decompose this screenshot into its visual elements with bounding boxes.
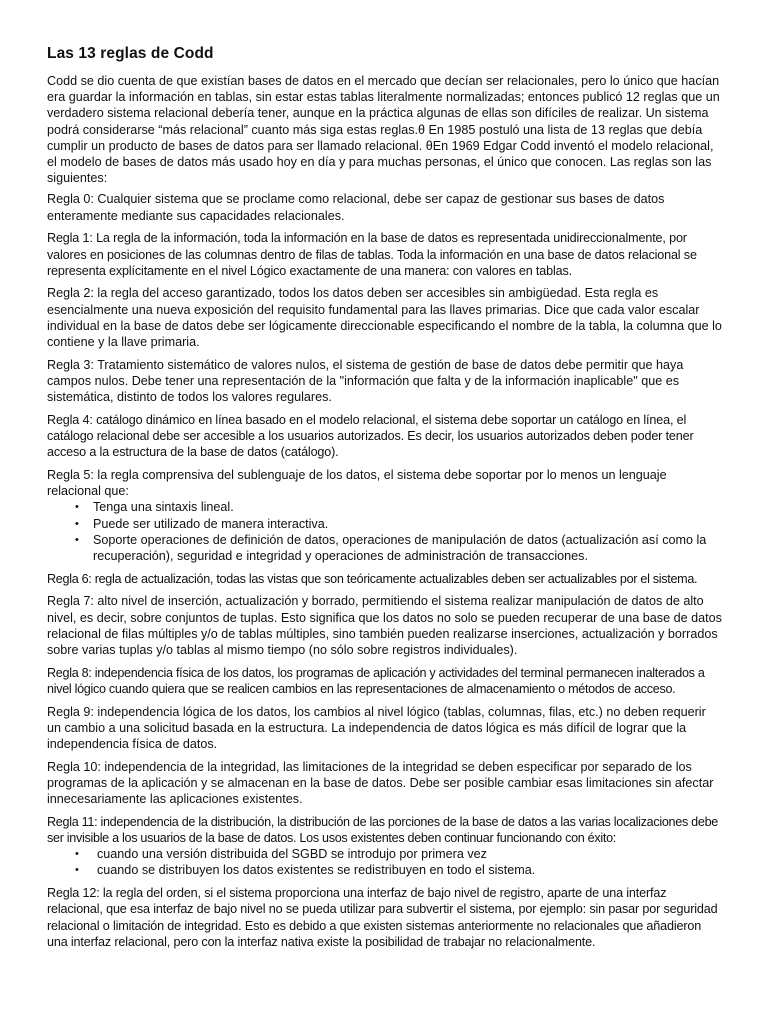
rule-label: Regla 4: [47, 412, 93, 427]
rule-text: catálogo dinámico en línea basado en el modelo relacional, el sistema debe soportar un catálogo en línea, el catálogo relacional debe ser accesible a los usuarios autorizados. Es decir, los usuarios autorizados deben poder tener acceso a la estructura de la base de datos (catálogo). [47, 412, 694, 460]
rule-text: independencia física de los datos, los programas de aplicación y actividades del terminal permanecen inalterados a nivel lógico cuando quiera que se realicen cambios en las representaciones de almacenamiento o métodos de acceso. [47, 665, 705, 696]
rule-text: independencia lógica de los datos, los cambios al nivel lógico (tablas, columnas, filas, etc.) no deben requerir un cambio a una solicitud basada en la estructura. La independencia de datos lógica es más difícil de lograr que la independencia física de datos. [47, 704, 706, 752]
rule-label: Regla 2: [47, 286, 94, 301]
list-item [75, 846, 722, 862]
rule-label: Regla 11: [47, 814, 98, 829]
list-item-text: Soporte operaciones de definición de datos, operaciones de manipulación de datos (actualización así como la recuperación), seguridad e integridad y operaciones de administración de transacciones. [93, 532, 707, 563]
rule-6 [47, 571, 722, 587]
rule-4 [47, 412, 722, 461]
page-title: Las 13 reglas de Codd [47, 45, 214, 62]
rule-text: la regla del acceso garantizado, todos los datos deben ser accesibles sin ambigüedad. Esta regla es esencialmente una nueva exposición del requisito fundamental para las llaves primarias. Dice que cada valor escalar individual en la base de datos debe ser lógicamente direccionable especificando el nombre de la tabla, la columna que lo contiene y la llave primaria. [47, 286, 722, 350]
rule-text: la regla del orden, si el sistema proporciona una interfaz de bajo nivel de registro, aparte de una interfaz relacional, que esa interfaz de bajo nivel no se pueda utilizar para subvertir el sistema, por ejemplo: sin pasar por seguridad relacional o limitación de integridad. Esto es debido a que existen sistemas anteriormente no relacionales que añadieron una interfaz relacional, pero con la interfaz nativa existe la posibilidad de trabajar no relacionalmente. [47, 886, 718, 949]
rule-text: la regla comprensiva del sublenguaje de los datos, el sistema debe soportar por lo menos un lenguaje relacional que: [47, 467, 667, 499]
rule-0 [47, 191, 722, 223]
list-item-text: cuando una versión distribuida del SGBD se introdujo por primera vez [97, 847, 487, 862]
bullet-icon: • [75, 533, 79, 546]
rule-text: regla de actualización, todas las vistas que son teóricamente actualizables deben ser actualizables por el sistema. [91, 571, 698, 586]
rule-11 [47, 814, 722, 846]
rule-3 [47, 357, 722, 406]
rule-text: independencia de la distribución, la distribución de las porciones de la base de datos a las varias localizaciones debe ser invisible a los usuarios de la base de datos. Los usos existentes deben continuar funcionando con éxito: [47, 814, 718, 846]
rule-5-bullet-list [47, 499, 722, 564]
rule-label: Regla 8: [47, 665, 92, 680]
rule-7 [47, 593, 722, 658]
rule-text: independencia de la integridad, las limitaciones de la integridad se deben especificar por separado de los programas de la aplicación y se almacenan en la base de datos. Debe ser posible cambiar esas limitaciones sin afectar innecesariamente las aplicaciones existentes. [47, 759, 714, 807]
bullet-icon: • [75, 848, 79, 861]
list-item [75, 499, 722, 515]
rule-text: alto nivel de inserción, actualización y borrado, permitiendo el sistema realizar manipulación de datos de alto nivel, es decir, sobre conjuntos de tuplas. Esto significa que los datos no solo se pueden recuperar de una base de datos relacional de filas múltiples y/o de tablas múltiples, sino también pueden realizarse inserciones, actualización y borrados sobre varias tuplas y/o tablas al mismo tiempo (no sólo sobre registros individuales). [47, 594, 722, 657]
rule-label: Regla 3: [47, 357, 94, 372]
rule-5 [47, 467, 722, 499]
rule-label: Regla 7: [47, 594, 94, 609]
rule-label: Regla 10: [47, 759, 101, 774]
list-item [75, 862, 722, 878]
rule-label: Regla 0: [47, 192, 94, 207]
rule-label: Regla 12: [47, 886, 100, 901]
intro-paragraph: Codd se dio cuenta de que existían bases de datos en el mercado que decían ser relacionales, pero lo único que hacían era guardar la información en tablas, sin estar estas tablas literalmente normalizadas; entonces publicó 12 reglas que un verdadero sistema relacional debería tener, aunque en la práctica algunas de ellas son difíciles de realizar. Un sistema podrá considerarse “más relacional” cuanto más siga estas reglas.θ En 1985 postuló una lista de 13 reglas que debía cumplir un producto de bases de datos para ser llamado relacional. θEn 1969 Edgar Codd inventó el modelo relacional, el modelo de bases de datos más usado hoy en día y para muchas personas, el único que conocen. Las reglas son las siguientes: [47, 74, 720, 186]
rule-8 [47, 665, 722, 697]
rule-label: Regla 6: [47, 571, 92, 586]
rule-9 [47, 704, 722, 753]
rule-2 [47, 285, 722, 350]
rule-label: Regla 1: [47, 231, 93, 246]
bullet-icon: • [75, 864, 79, 877]
bullet-icon: • [75, 501, 79, 514]
rule-label: Regla 5: [47, 467, 94, 482]
list-item-text: cuando se distribuyen los datos existentes se redistribuyen en todo el sistema. [97, 863, 536, 878]
list-item-text: Puede ser utilizado de manera interactiva. [93, 516, 329, 531]
list-item [75, 516, 722, 532]
rule-text: Tratamiento sistemático de valores nulos, el sistema de gestión de base de datos debe permitir que haya campos nulos. Debe tener una representación de la "información que falta y de la información inaplicable" que es sistemática, distinto de todos los valores regulares. [47, 357, 684, 405]
rule-10 [47, 759, 722, 808]
rule-text: La regla de la información, toda la información en la base de datos es representada unidireccionalmente, por valores en posiciones de las columnas dentro de filas de tablas. Toda la información en una base de datos relacional se representa explícitamente en el nivel Lógico exactamente de una manera: con valores en tablas. [47, 231, 697, 278]
list-item [75, 532, 722, 564]
rule-12 [47, 885, 722, 950]
bullet-icon: • [75, 517, 79, 530]
rule-text: Cualquier sistema que se proclame como relacional, debe ser capaz de gestionar sus bases de datos enteramente mediante sus capacidades relacionales. [47, 192, 665, 223]
rule-label: Regla 9: [47, 704, 94, 719]
rule-11-bullet-list [47, 846, 722, 878]
rule-1 [47, 230, 722, 279]
list-item-text: Tenga una sintaxis lineal. [93, 500, 234, 515]
